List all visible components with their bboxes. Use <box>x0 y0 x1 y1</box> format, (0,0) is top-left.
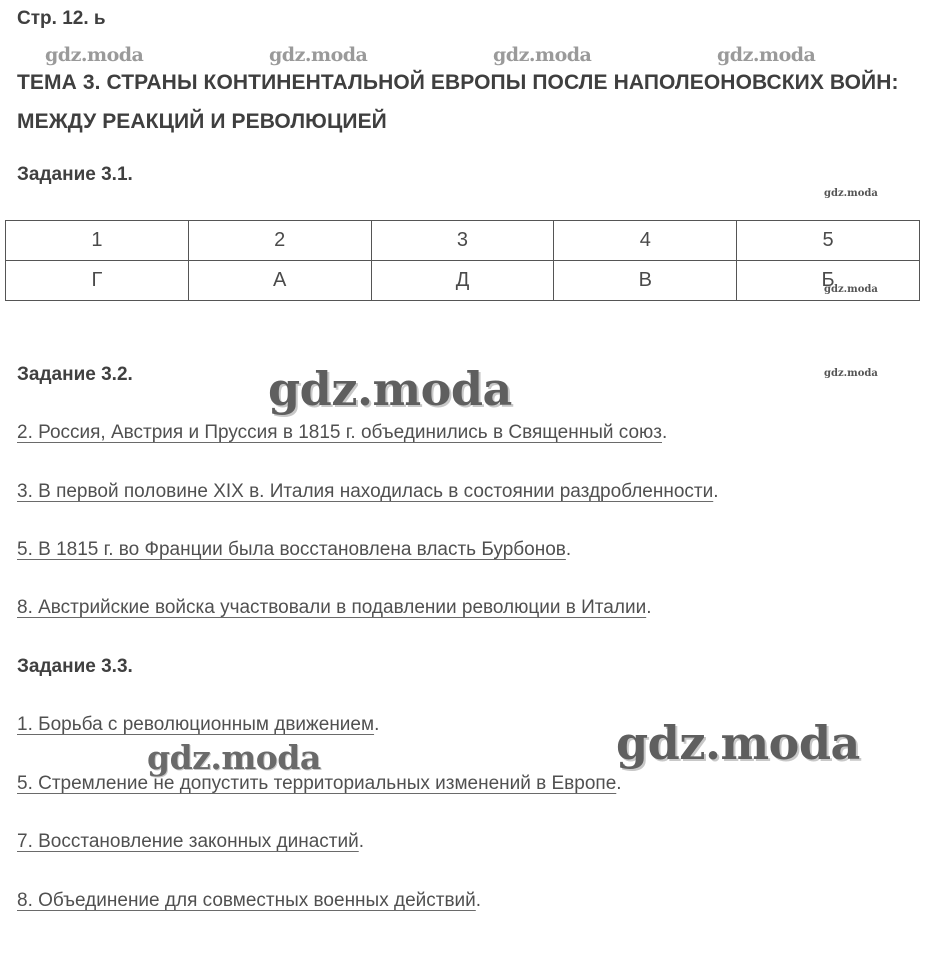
table-cell: 2 <box>188 221 371 261</box>
answer-end: . <box>662 422 668 443</box>
answer-line <box>17 481 719 503</box>
answer-end: . <box>565 539 572 560</box>
table-cell: А <box>188 261 371 301</box>
answer-text: 8. Объединение для совместных военных действий <box>17 890 476 911</box>
task-heading-3-1: Задание 3.1. <box>17 164 133 185</box>
answer-text: 8. Австрийские войска участвовали в подавлении революции в Италии <box>17 597 647 618</box>
answer-text: 2. Россия, Австрия и Пруссия в 1815 г. объединились в Священный союз <box>17 422 662 443</box>
table-cell: 3 <box>371 221 554 261</box>
table-row-numbers <box>6 221 920 261</box>
table-cell: Г <box>6 261 189 301</box>
watermark: gdz.moda <box>824 368 878 379</box>
answer-table <box>5 220 920 301</box>
watermark: gdz.moda <box>147 738 321 777</box>
watermark: gdz.moda <box>45 44 144 66</box>
answer-text: 3. В первой половине XIX в. Италия находилась в состоянии раздробленности <box>17 481 714 502</box>
answer-end: . <box>713 481 719 502</box>
answer-line <box>17 597 651 619</box>
answer-line <box>17 539 571 561</box>
topic-title: ТЕМА 3. СТРАНЫ КОНТИНЕНТАЛЬНОЙ ЕВРОПЫ ПОСЛЕ НАПОЛЕОНОВСКИХ ВОЙН: МЕЖДУ РЕАКЦИЙ И РЕВОЛЮЦИЕЙ <box>17 71 899 133</box>
watermark: gdz.moda <box>717 44 816 66</box>
answer-end: . <box>616 773 622 794</box>
page-header: Стр. 12. ь <box>17 8 106 29</box>
answer-end: . <box>374 714 380 735</box>
task-heading-3-3: Задание 3.3. <box>17 656 133 677</box>
watermark: gdz.moda <box>493 44 592 66</box>
answer-end: . <box>358 831 365 852</box>
table-cell: 5 <box>737 221 920 261</box>
table-cell: 1 <box>6 221 189 261</box>
table-row-letters <box>6 261 920 301</box>
answer-line <box>17 890 481 912</box>
watermark: gdz.moda <box>269 44 368 66</box>
watermark: gdz.moda <box>824 188 878 199</box>
answer-text: 1. Борьба с революционным движением <box>17 714 375 735</box>
watermark: gdz.moda <box>268 362 512 416</box>
table-cell: В <box>554 261 737 301</box>
answer-end: . <box>646 597 652 618</box>
answer-text: 5. В 1815 г. во Франции была восстановлена власть Бурбонов <box>17 539 566 560</box>
answer-end: . <box>475 890 482 911</box>
table-cell: Б <box>737 261 920 301</box>
watermark: gdz.moda <box>824 284 878 295</box>
answer-line <box>17 831 364 853</box>
answer-line <box>17 714 379 736</box>
table-cell: Д <box>371 261 554 301</box>
task-heading-3-2: Задание 3.2. <box>17 364 133 385</box>
watermark: gdz.moda <box>616 716 860 770</box>
answer-text: 7. Восстановление законных династий <box>17 831 359 852</box>
answer-text: 5. Стремление не допустить территориальных изменений в Европе <box>17 773 617 794</box>
answer-line <box>17 422 667 444</box>
table-cell: 4 <box>554 221 737 261</box>
